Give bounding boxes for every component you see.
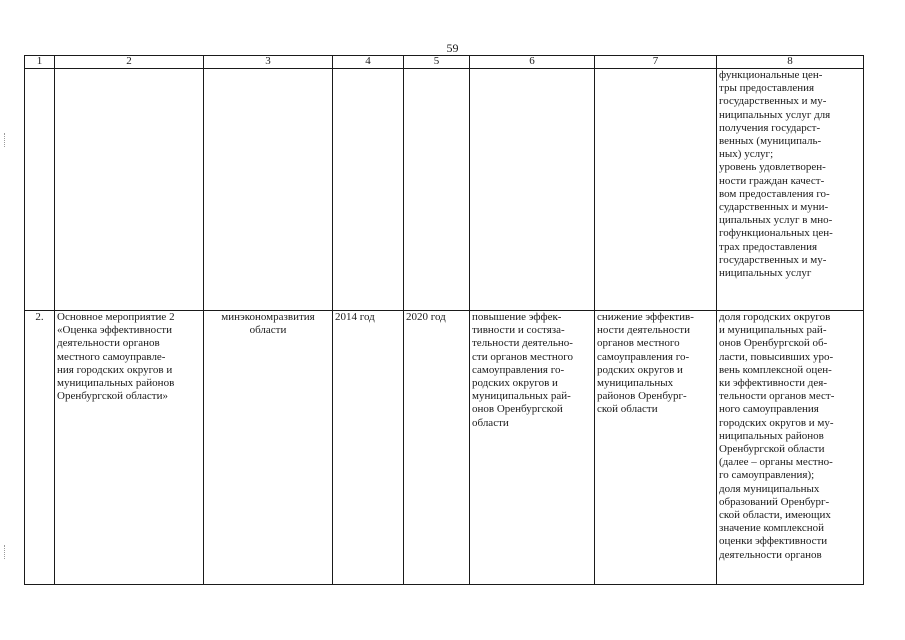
- cell-end-year: 2020 год: [404, 311, 470, 585]
- column-header-2: 2: [55, 56, 204, 69]
- column-header-8: 8: [717, 56, 864, 69]
- cell-indicators: функциональные цен- тры предоставления государственных и му- ниципальных услуг для получения государст- венных (муниципаль- ных) услуг; уровень удовлетворен- ности граждан качест- вом предоставления го- сударственных и муни- ципальных услуг в мно- гофункциональных цен- трах предоставления государственных и му- ниципальных услуг: [717, 69, 864, 311]
- cell-indicators: доля городских округов и муниципальных рай- онов Оренбургской об- ласти, повысивших уро- вень комплексной оцен- ки эффективности дея- тельности органов мест- ного самоуправления городских округов и му- ниципальных районов Оренбургской области (далее – органы местно- го самоуправления); доля муниципальных образований Оренбург- ской области, имеющих значение комплексной оценки эффективности деятельности органов: [717, 311, 864, 585]
- cell-number: [25, 69, 55, 311]
- column-header-5: 5: [404, 56, 470, 69]
- column-header-6: 6: [470, 56, 595, 69]
- cell-expected-result: повышение эффек- тивности и состяза- тельности деятельно- сти органов местного самоуправления го- родских округов и муниципальных рай- онов Оренбургской области: [470, 311, 595, 585]
- cell-start-year: [333, 69, 404, 311]
- cell-number: 2.: [25, 311, 55, 585]
- table-row-continuation: [25, 69, 864, 311]
- column-header-4: 4: [333, 56, 404, 69]
- measures-table: [24, 55, 864, 585]
- column-header-3: 3: [204, 56, 333, 69]
- cell-expected-result: [470, 69, 595, 311]
- margin-mark-top: [4, 133, 7, 147]
- cell-responsible: минэкономразвития области: [204, 311, 333, 585]
- column-number-row: [25, 56, 864, 69]
- cell-measure-name: Основное мероприятие 2 «Оценка эффективности деятельности органов местного самоуправле- ния городских округов и муниципальных районов Оренбургской области»: [55, 311, 204, 585]
- margin-mark-bottom: [4, 545, 7, 559]
- cell-measure-name: [55, 69, 204, 311]
- cell-consequences: снижение эффектив- ности деятельности органов местного самоуправления го- родских округов и муниципальных районов Оренбург- ской области: [595, 311, 717, 585]
- column-header-7: 7: [595, 56, 717, 69]
- table-row-measure-2: [25, 311, 864, 585]
- cell-consequences: [595, 69, 717, 311]
- cell-end-year: [404, 69, 470, 311]
- cell-responsible: [204, 69, 333, 311]
- cell-start-year: 2014 год: [333, 311, 404, 585]
- page-number: 59: [446, 41, 459, 55]
- column-header-1: 1: [25, 56, 55, 69]
